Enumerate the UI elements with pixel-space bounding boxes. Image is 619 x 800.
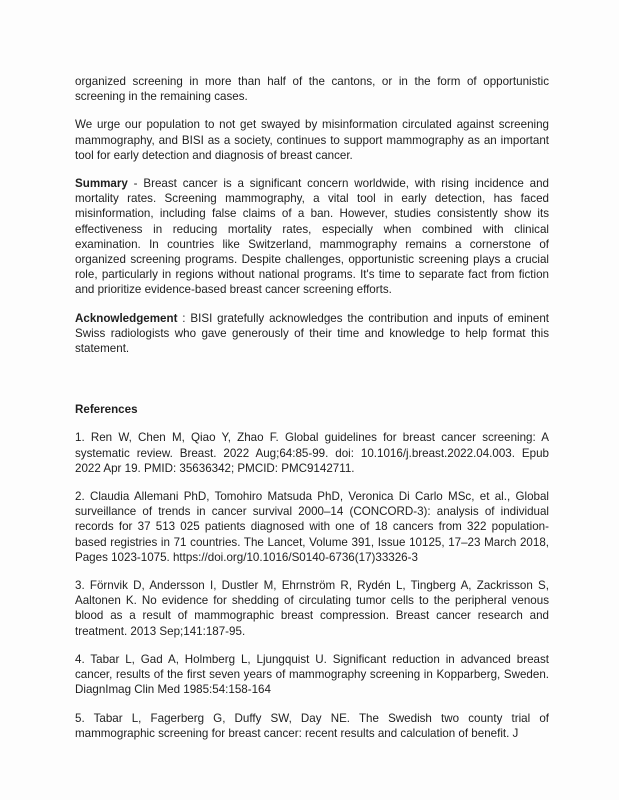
urge-paragraph: We urge our population to not get swayed by misinformation circulated against screening mammography, and BISI as a society, continues to support mammography as an important tool for early detection and diagnosis of breast cancer.	[75, 118, 549, 162]
references-heading: References	[75, 403, 138, 417]
reference-item-3: 3. Förnvik D, Andersson I, Dustler M, Ehrnström R, Rydén L, Tingberg A, Zackrisson S, Aaltonen K. No evidence for shedding of circulating tumor cells to the peripheral venous blood as a result of mammographic breast compression. Breast cancer research and treatment. 2013 Sep;141:187-95.	[75, 579, 549, 638]
section-spacer	[75, 369, 549, 402]
acknowledgement-text: : BISI gratefully acknowledges the contribution and inputs of eminent Swiss radiologists who gave generously of their time and knowledge to help format this statement.	[75, 311, 549, 356]
summary-text: - Breast cancer is a significant concern worldwide, with rising incidence and mortality rates. Screening mammography, a vital tool in early detection, has faced misinformation, including false claims of a ban. However, studies consistently show its effectiveness in reducing mortality rates, especially when combined with clinical examination. In countries like Switzerland, mammography remains a cornerstone of organized screening programs. Despite challenges, opportunistic screening plays a crucial role, particularly in regions without national programs. It's time to separate fact from fiction and prioritize evidence-based breast cancer screening efforts.	[75, 177, 549, 297]
reference-item-5: 5. Tabar L, Fagerberg G, Duffy SW, Day NE. The Swedish two county trial of mammographic screening for breast cancer: recent results and calculation of benefit. J	[75, 711, 549, 740]
page-content	[75, 74, 549, 754]
reference-item-1: 1. Ren W, Chen M, Qiao Y, Zhao F. Global guidelines for breast cancer screening: A systematic review. Breast. 2022 Aug;64:85-99. doi: 10.1016/j.breast.2022.04.003. Epub 2022 Apr 19. PMID: 35636342; PMCID: PMC9142711.	[75, 431, 549, 475]
summary-label: Summary	[75, 177, 128, 191]
reference-item-4: 4. Tabar L, Gad A, Holmberg L, Ljungquist U. Significant reduction in advanced breast cancer, results of the first seven years of mammography screening in Kopparberg, Sweden. DiagnImag Clin Med 1985:54:158-164	[75, 652, 549, 697]
summary-paragraph	[75, 176, 549, 298]
reference-item-2: 2. Claudia Allemani PhD, Tomohiro Matsuda PhD, Veronica Di Carlo MSc, et al., Global surveillance of trends in cancer survival 2000–14 (CONCORD-3): analysis of individual records for 37 513 025 patients diagnosed with one of 18 cancers from 322 population-based registries in 71 countries. The Lancet, Volume 391, Issue 10125, 17–23 March 2018, Pages 1023-1075. https://doi.org/10.1016/S0140-6736(17)33326-3	[75, 490, 549, 564]
acknowledgement-paragraph	[75, 311, 549, 357]
intro-paragraph: organized screening in more than half of the cantons, or in the form of opportunistic screening in the remaining cases.	[75, 75, 549, 104]
acknowledgement-label: Acknowledgement	[75, 311, 178, 325]
